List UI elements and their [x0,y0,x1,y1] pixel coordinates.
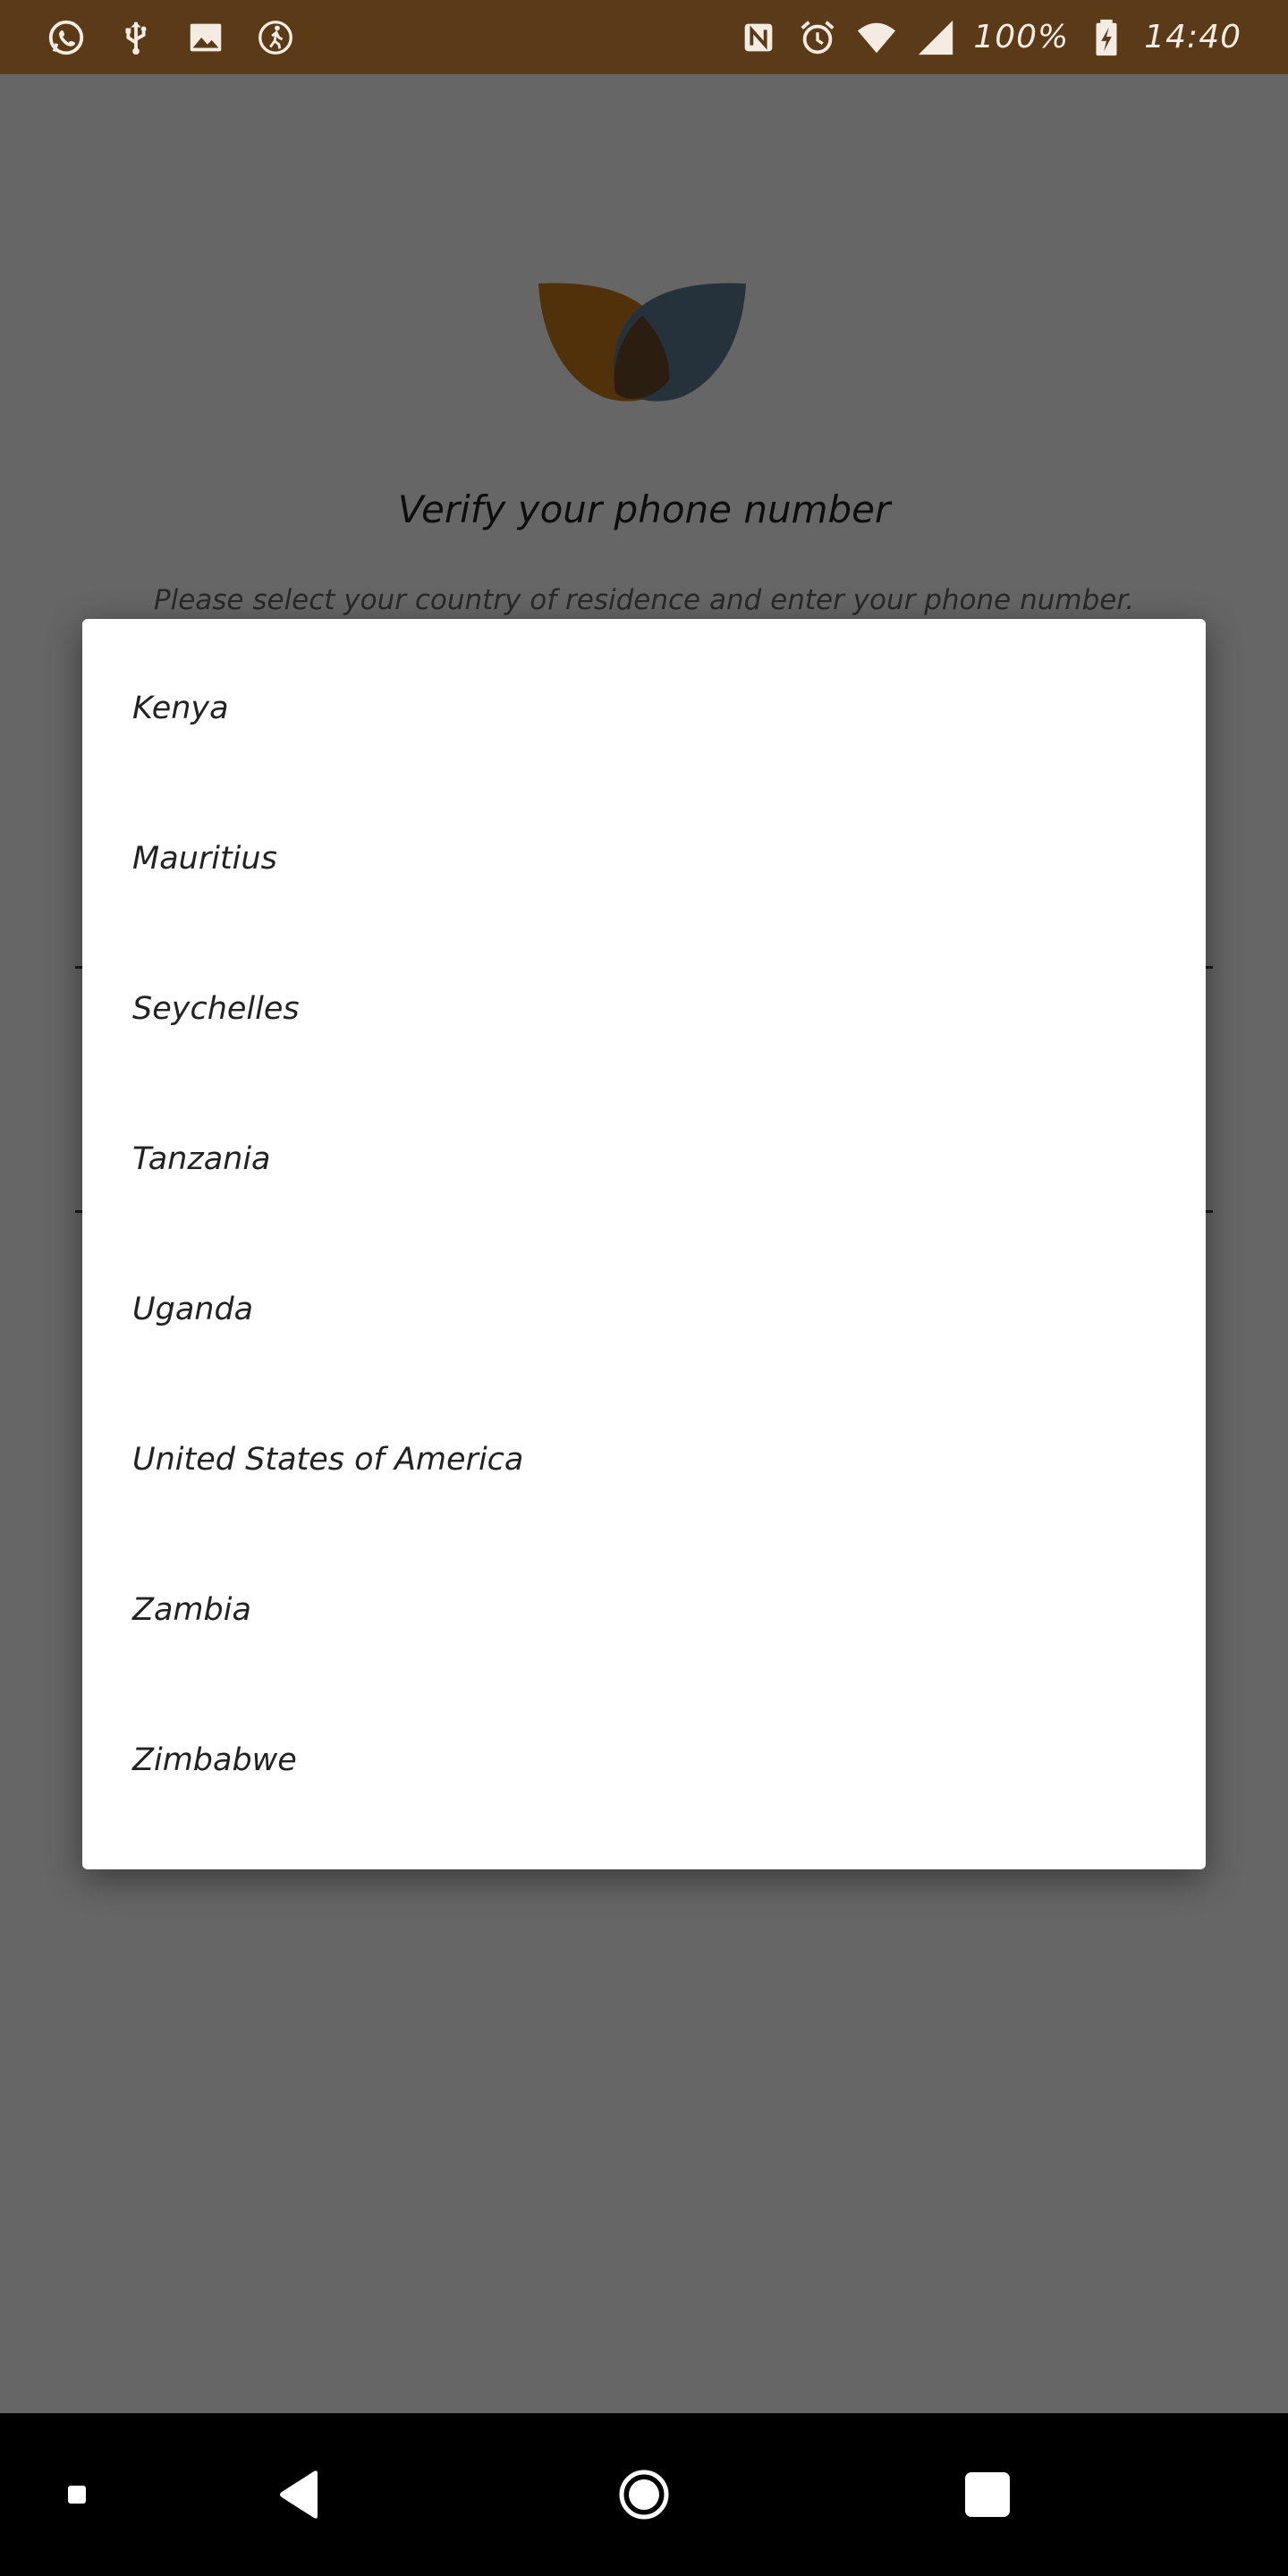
menu-icon [66,2484,88,2505]
country-item-seychelles[interactable]: Seychelles [132,991,300,1027]
recents-button[interactable] [952,2413,1023,2576]
country-picker-dialog [82,619,1206,1869]
battery-percent: 100% [973,19,1070,55]
image-icon [184,16,227,59]
activity-icon [254,16,297,59]
navigation-bar [0,2413,1288,2576]
back-icon [276,2470,323,2520]
menu-button[interactable] [50,2413,104,2576]
country-item-tanzania[interactable]: Tanzania [132,1141,271,1177]
status-bar [0,0,1288,74]
status-right-icons [737,0,1241,74]
status-time: 14:40 [1144,19,1241,55]
country-item-kenya[interactable]: Kenya [132,691,229,726]
country-item-mauritius[interactable]: Mauritius [132,841,277,877]
whatsapp-icon [45,16,88,59]
country-item-zimbabwe[interactable]: Zimbabwe [132,1742,297,1778]
country-item-usa[interactable]: United States of America [132,1442,524,1478]
recents-icon [963,2470,1012,2519]
alarm-icon [796,16,839,59]
country-item-zambia[interactable]: Zambia [132,1592,251,1628]
wifi-icon [855,16,898,59]
battery-charging-icon [1085,16,1128,59]
signal-icon [914,16,957,59]
country-item-uganda[interactable]: Uganda [132,1292,254,1327]
home-button[interactable] [608,2413,680,2576]
home-icon [617,2468,671,2521]
back-button[interactable] [259,2413,340,2576]
usb-icon [114,16,157,59]
nfc-icon [737,16,780,59]
status-left-icons [45,0,297,74]
